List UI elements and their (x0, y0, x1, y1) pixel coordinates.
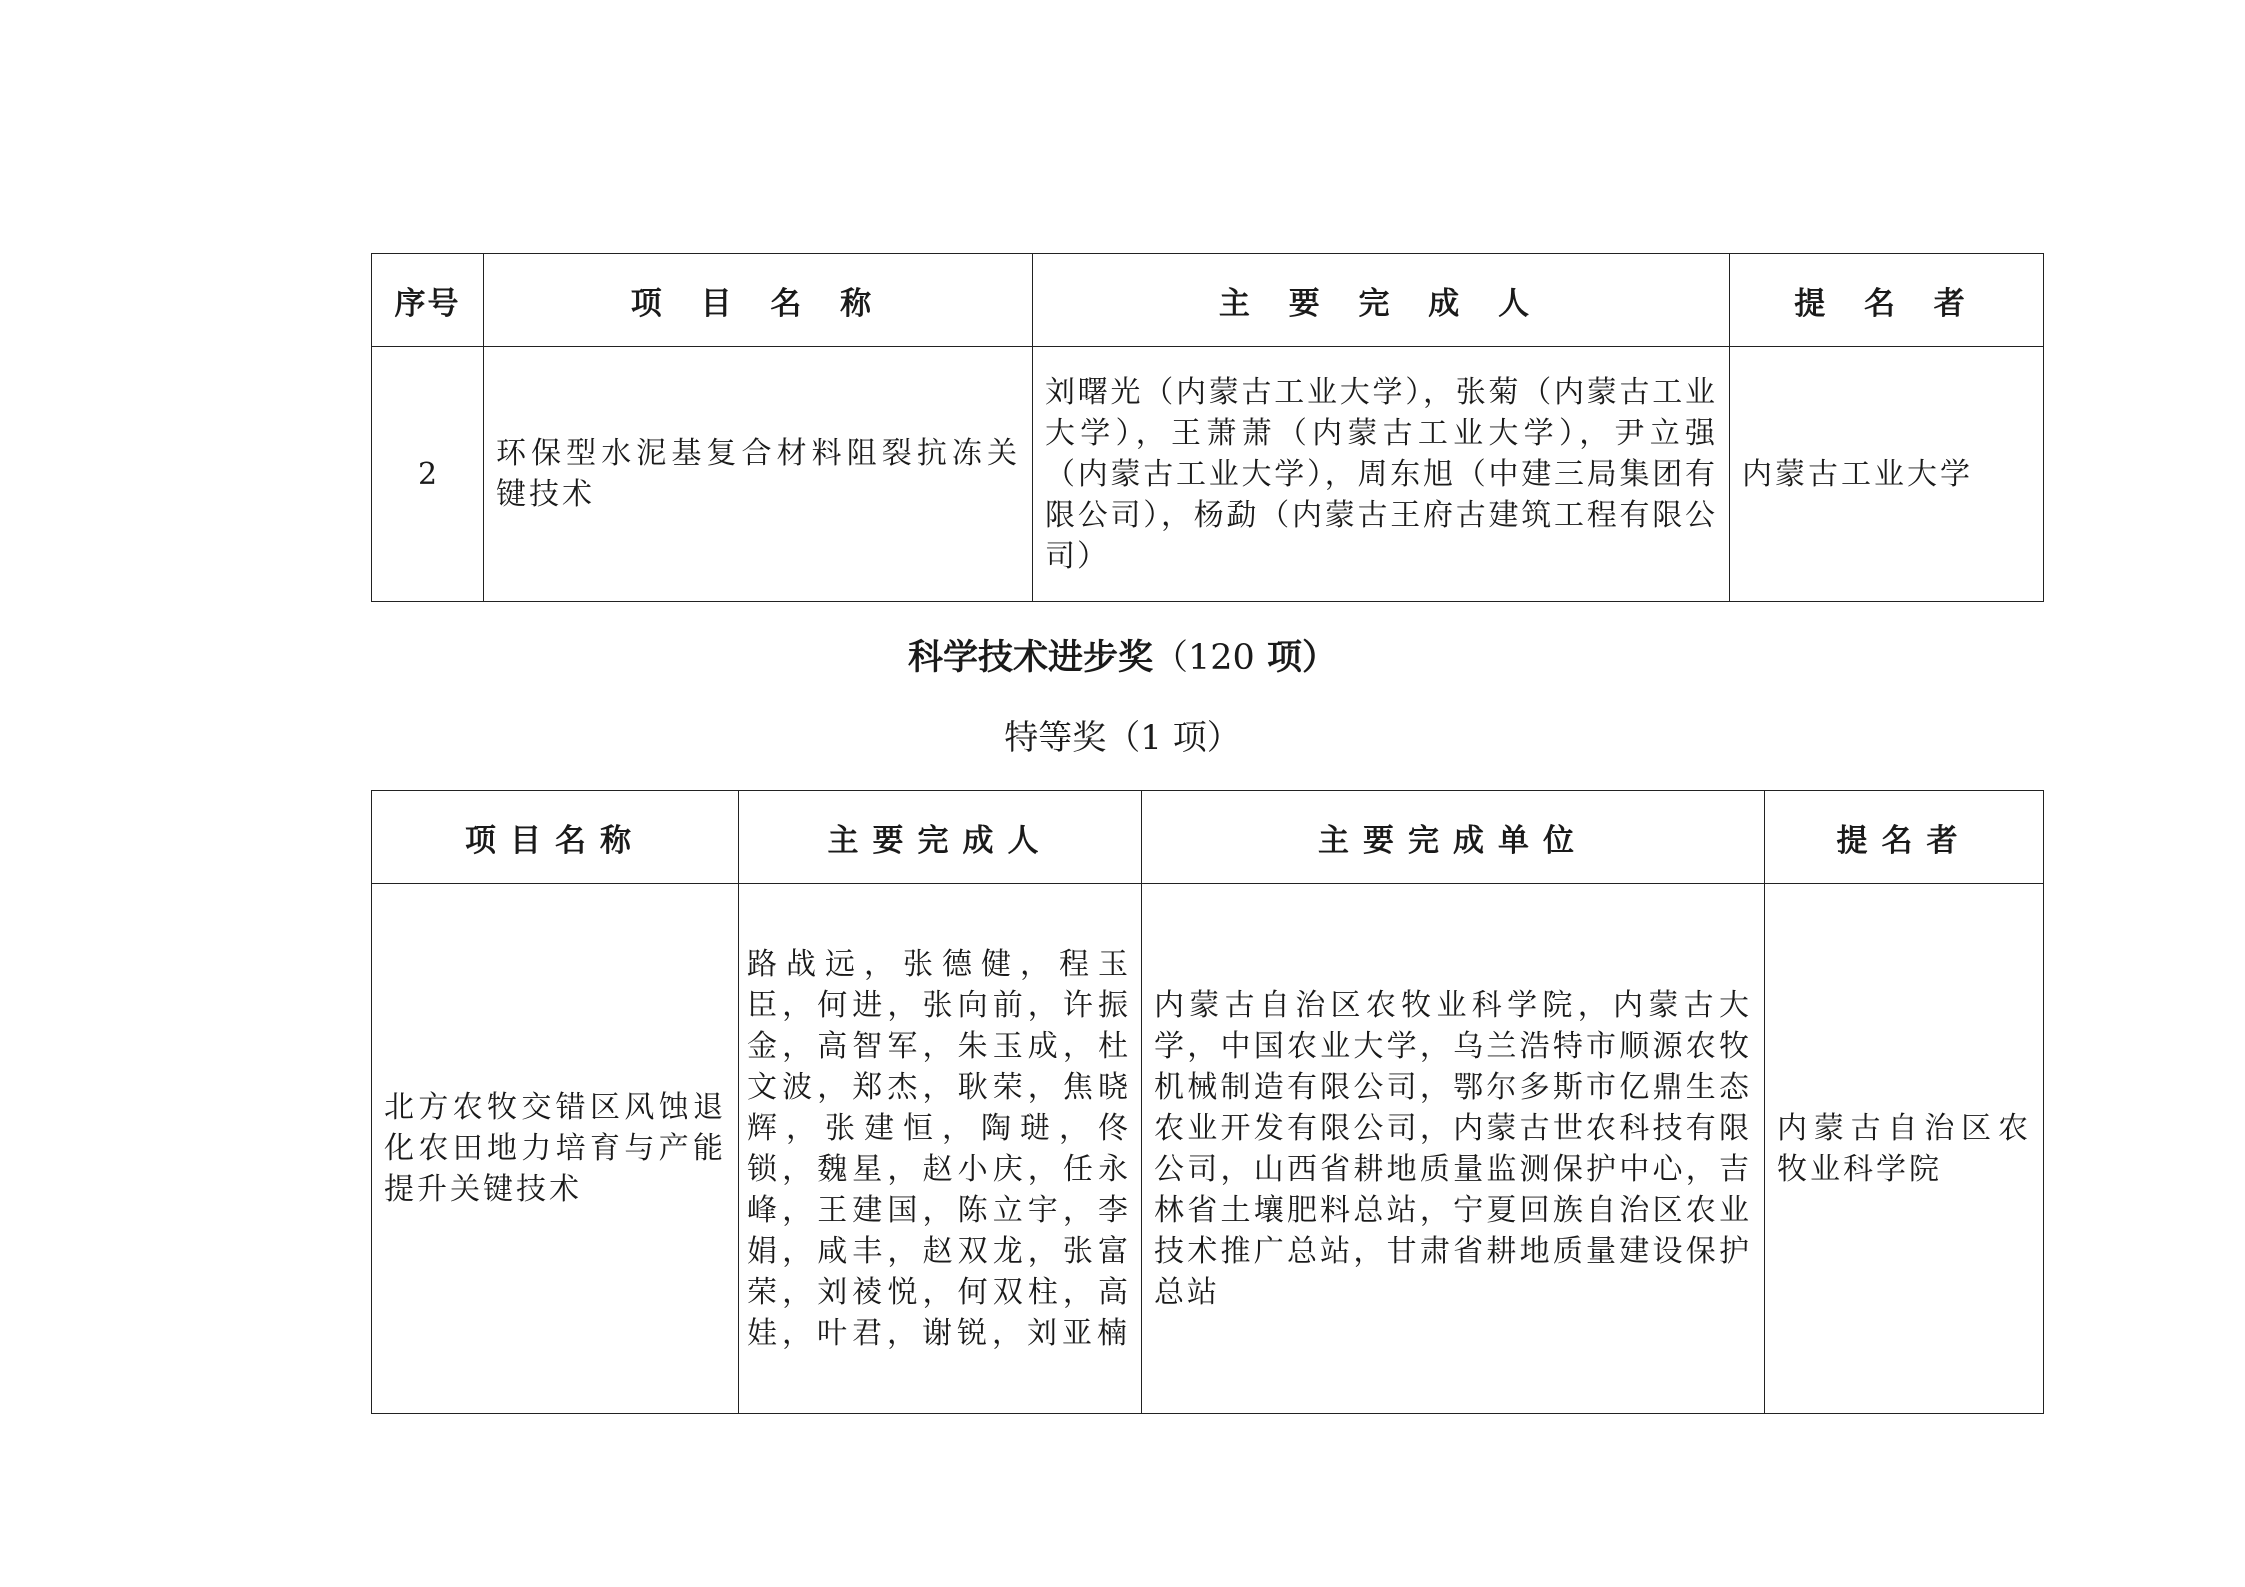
header-main-contributors: 主 要 完 成 人 (1033, 254, 1730, 347)
cell-seq: 2 (372, 347, 484, 602)
award-table-1 (371, 253, 2044, 602)
header-project-name: 项目名称 (372, 791, 739, 884)
table-header-row (372, 791, 2044, 884)
header-seq: 序号 (372, 254, 484, 347)
subsection-title: 特等奖（1 项） (1004, 718, 1241, 758)
cell-contributors: 路战远，张德健，程玉臣，何进，张向前，许振金，高智军，朱玉成，杜文波，郑杰，耿荣，焦晓辉，张建恒，陶琎，佟锁，魏星，赵小庆，任永峰，王建国，陈立宇，李娟，咸丰，赵双龙，张富荣，刘祾悦，何双柱，高娃，叶君，谢锐，刘亚楠 (739, 884, 1142, 1414)
section-unit: 项） (1267, 638, 1338, 678)
cell-contributors: 刘曙光（内蒙古工业大学），张菊（内蒙古工业大学），王萧萧（内蒙古工业大学），尹立强（内蒙古工业大学），周东旭（中建三局集团有限公司），杨勐（内蒙古王府古建筑工程有限公司） (1033, 347, 1730, 602)
header-nominator: 提名者 (1765, 791, 2044, 884)
header-nominator: 提 名 者 (1730, 254, 2044, 347)
cell-project-name: 环保型水泥基复合材料阻裂抗冻关键技术 (484, 347, 1033, 602)
section-count: （120 (1153, 638, 1255, 678)
section-title (0, 630, 2245, 680)
cell-nominator: 内蒙古自治区农牧业科学院 (1765, 884, 2044, 1414)
header-main-contributors: 主要完成人 (739, 791, 1142, 884)
cell-main-units: 内蒙古自治区农牧业科学院，内蒙古大学，中国农业大学，乌兰浩特市顺源农牧机械制造有限公司，鄂尔多斯市亿鼎生态农业开发有限公司，内蒙古世农科技有限公司，山西省耕地质量监测保护中心，吉林省土壤肥料总站，宁夏回族自治区农业技术推广总站，甘肃省耕地质量建设保护总站 (1142, 884, 1765, 1414)
table-header-row (372, 254, 2044, 347)
cell-project-name: 北方农牧交错区风蚀退化农田地力培育与产能提升关键技术 (372, 884, 739, 1414)
header-project-name: 项 目 名 称 (484, 254, 1033, 347)
table-row (372, 347, 2044, 602)
section-title-text: 科学技术进步奖 (907, 638, 1153, 678)
header-main-units: 主要完成单位 (1142, 791, 1765, 884)
cell-nominator: 内蒙古工业大学 (1730, 347, 2044, 602)
table-row (372, 884, 2044, 1414)
award-table-2 (371, 790, 2044, 1414)
